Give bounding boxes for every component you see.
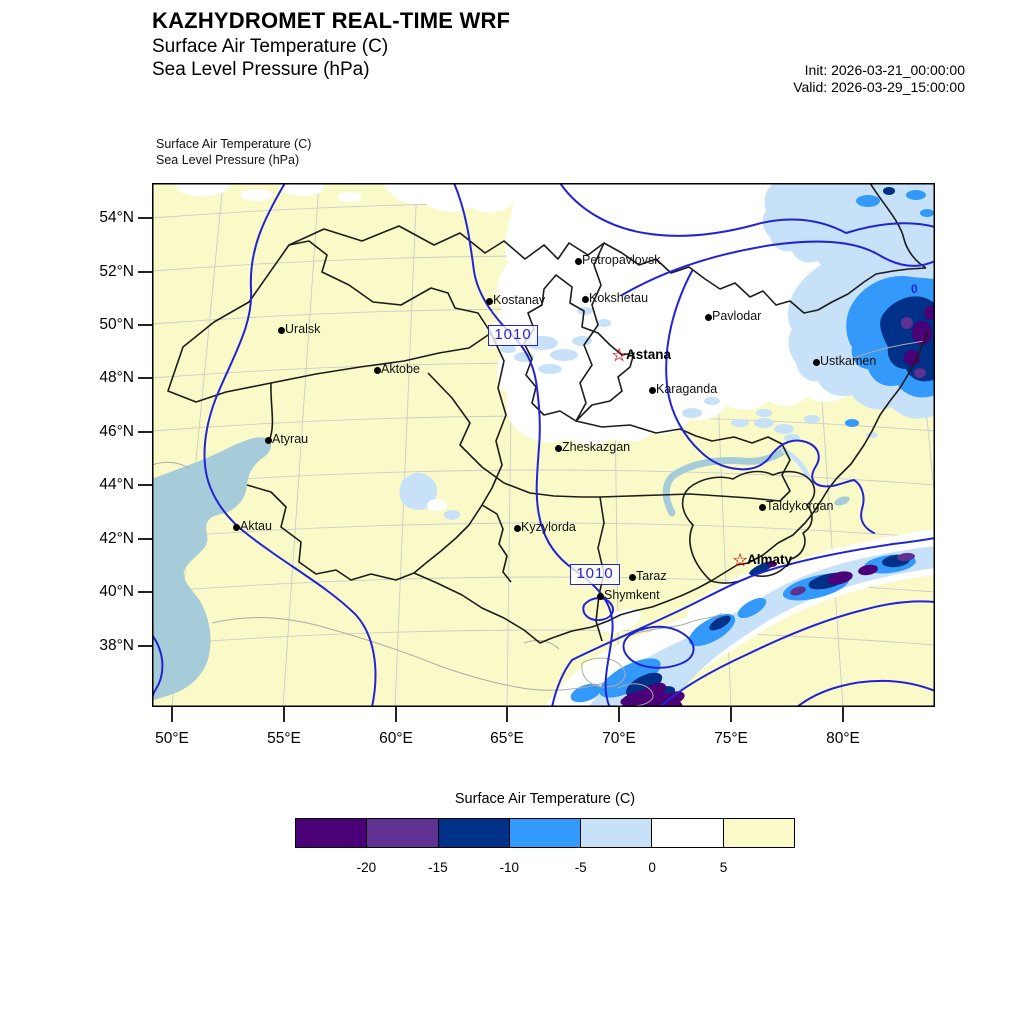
map-area bbox=[152, 183, 935, 707]
lon-tick-mark bbox=[842, 707, 844, 722]
lat-tick-label: 54°N bbox=[99, 209, 134, 226]
contour-label: 0 bbox=[911, 282, 918, 296]
field-label-pressure: Sea Level Pressure (hPa) bbox=[156, 153, 300, 167]
city-label-ustkamen: Ustkamen bbox=[820, 354, 877, 368]
colorbar-cell-3 bbox=[509, 818, 581, 848]
lat-tick-mark bbox=[138, 484, 152, 486]
colorbar-title: Surface Air Temperature (C) bbox=[454, 791, 636, 807]
lon-tick-mark bbox=[171, 707, 173, 722]
lat-tick-mark bbox=[138, 431, 152, 433]
lat-tick-mark bbox=[138, 217, 152, 219]
city-label-karaganda: Karaganda bbox=[656, 382, 718, 396]
field-label-temperature: Surface Air Temperature (C) bbox=[156, 137, 312, 151]
run-info bbox=[793, 62, 965, 95]
lon-tick-label: 65°E bbox=[490, 730, 524, 747]
city-label-shymkent: Shymkent bbox=[604, 588, 660, 602]
lat-tick-mark bbox=[138, 645, 152, 647]
lat-tick-label: 48°N bbox=[99, 369, 134, 386]
colorbar-tick-label: -10 bbox=[499, 860, 520, 875]
pressure-label: 1010 bbox=[488, 325, 538, 346]
lon-tick-label: 70°E bbox=[602, 730, 636, 747]
pressure-label: 1010 bbox=[570, 564, 620, 585]
init-time: Init: 2026-03-21_00:00:00 bbox=[804, 62, 965, 78]
city-label-kyzylorda: Kyzylorda bbox=[521, 520, 576, 534]
lon-tick-mark bbox=[730, 707, 732, 722]
lat-tick-mark bbox=[138, 324, 152, 326]
valid-time: Valid: 2026-03-29_15:00:00 bbox=[793, 78, 965, 95]
lat-tick-mark bbox=[138, 377, 152, 379]
lat-tick-label: 38°N bbox=[99, 637, 134, 654]
lat-tick-label: 42°N bbox=[99, 530, 134, 547]
lon-tick-mark bbox=[506, 707, 508, 722]
pressure-label-layer bbox=[152, 183, 935, 707]
lat-tick-mark bbox=[138, 591, 152, 593]
lon-tick-label: 50°E bbox=[155, 730, 189, 747]
title-block bbox=[152, 8, 510, 81]
colorbar-cell-1 bbox=[366, 818, 438, 848]
lon-tick-mark bbox=[395, 707, 397, 722]
subtitle-temperature: Surface Air Temperature (C) bbox=[152, 35, 389, 57]
colorbar-cell-5 bbox=[651, 818, 723, 848]
city-label-aktobe: Aktobe bbox=[381, 362, 420, 376]
lat-tick-label: 52°N bbox=[99, 263, 134, 280]
lat-tick-label: 50°N bbox=[99, 316, 134, 333]
lon-tick-mark bbox=[283, 707, 285, 722]
colorbar-tick-label: -5 bbox=[574, 860, 587, 875]
city-label-aktau: Aktau bbox=[240, 519, 272, 533]
colorbar-tick-label: 0 bbox=[648, 860, 656, 875]
lon-tick-label: 80°E bbox=[826, 730, 860, 747]
colorbar bbox=[295, 818, 795, 848]
lat-tick-mark bbox=[138, 538, 152, 540]
capital-star-icon: ☆ bbox=[732, 550, 749, 570]
capital-star-icon: ☆ bbox=[611, 345, 628, 365]
city-label-atyrau: Atyrau bbox=[272, 432, 309, 446]
lon-tick-label: 55°E bbox=[267, 730, 301, 747]
lat-tick-label: 46°N bbox=[99, 423, 134, 440]
city-label-zheskazgan: Zheskazgan bbox=[562, 440, 631, 454]
colorbar-cell-4 bbox=[580, 818, 652, 848]
city-label-kokshetau: Kokshetau bbox=[589, 291, 649, 305]
colorbar-tick-label: -15 bbox=[428, 860, 448, 875]
subtitle-pressure: Sea Level Pressure (hPa) bbox=[152, 59, 370, 80]
lon-tick-label: 75°E bbox=[714, 730, 748, 747]
colorbar-cell-0 bbox=[295, 818, 367, 848]
city-label-taraz: Taraz bbox=[636, 569, 667, 583]
lon-tick-mark bbox=[618, 707, 620, 722]
lon-tick-label: 60°E bbox=[379, 730, 413, 747]
lat-tick-label: 40°N bbox=[99, 583, 134, 600]
city-label-pavlodar: Pavlodar bbox=[712, 309, 762, 323]
city-label-petropavlovsk: Petropavlovsk bbox=[582, 253, 661, 267]
field-labels bbox=[156, 136, 311, 168]
page-title: KAZHYDROMET REAL-TIME WRF bbox=[152, 8, 511, 33]
lat-tick-mark bbox=[138, 271, 152, 273]
city-label-astana: Astana bbox=[626, 347, 672, 362]
colorbar-tick-label: -20 bbox=[356, 860, 377, 875]
city-label-almaty: Almaty bbox=[747, 552, 793, 567]
lat-tick-label: 44°N bbox=[99, 476, 134, 493]
colorbar-cell-6 bbox=[723, 818, 795, 848]
colorbar-cell-2 bbox=[438, 818, 510, 848]
colorbar-tick-label: 5 bbox=[719, 860, 728, 875]
city-label-kostanay: Kostanay bbox=[493, 293, 546, 307]
city-label-uralsk: Uralsk bbox=[285, 322, 321, 336]
city-label-taldykorgan: Taldykorgan bbox=[766, 499, 834, 513]
